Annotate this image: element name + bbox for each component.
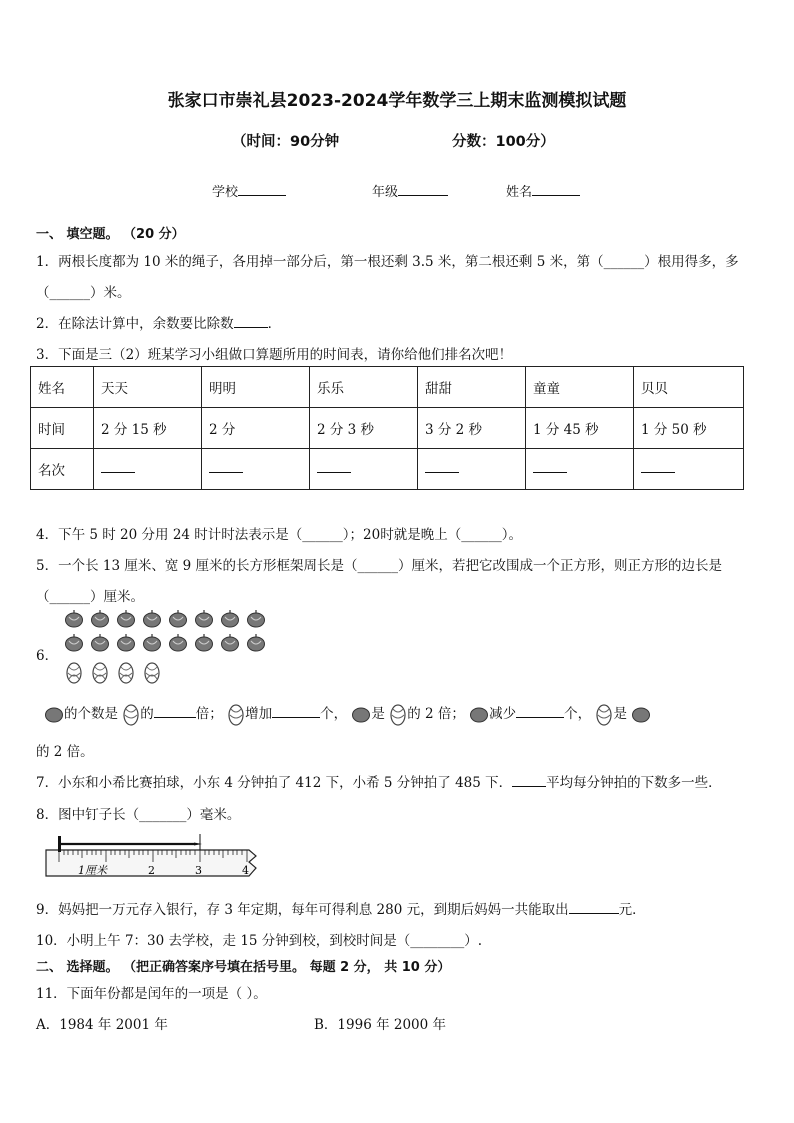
garlic-row-2: [66, 634, 265, 651]
q6-text: 增加: [245, 706, 273, 722]
ranking-table: [30, 366, 744, 490]
question-7: [36, 771, 722, 791]
yarn-icon: [595, 704, 613, 726]
table-cell: 甜甜: [418, 367, 526, 408]
question-8: 8．图中钉子长（_______）毫米。: [36, 807, 241, 823]
name-label: 姓名: [506, 185, 533, 200]
q6-blank-3[interactable]: [516, 705, 564, 718]
question-6-line1: [44, 702, 651, 726]
section2-title: 二、 选择题。 （把正确答案序号填在括号里。 每题 2 分， 共 10 分）: [36, 960, 451, 975]
table-row: [31, 449, 744, 490]
option-a[interactable]: A．1984 年 2001 年: [36, 1017, 168, 1033]
question-4: 4．下午 5 时 20 分用 24 时计时法表示是（______）；20时就是晚上（______）。: [36, 527, 522, 543]
yarn-row: [67, 663, 159, 683]
table-cell: 天天: [94, 367, 202, 408]
nail-tip: [194, 843, 202, 846]
table-cell: 2 分: [202, 408, 310, 449]
rank-answer-cell[interactable]: [634, 449, 744, 490]
q6-text: 的 2 倍；: [407, 706, 465, 722]
page-title: 张家口市崇礼县2023-2024学年数学三上期末监测模拟试题: [167, 91, 627, 111]
ruler-label-3: 3: [195, 864, 202, 877]
question-10: 10．小明上午 7：30 去学校，走 15 分钟到校，到校时间是（________）.: [36, 933, 483, 949]
school-label: 学校: [212, 185, 239, 200]
question-7-text: 7．小东和小希比赛拍球，小东 4 分钟拍了 412 下，小希 5 分钟拍了 485 下．: [36, 775, 513, 791]
q6-blank-1[interactable]: [154, 705, 196, 718]
q6-text: 个，: [564, 706, 592, 722]
garlic-icon: [631, 706, 651, 724]
question-2-text: 2．在除法计算中，余数要比除数: [36, 316, 234, 332]
q6-blank-2[interactable]: [272, 705, 320, 718]
table-cell: 明明: [202, 367, 310, 408]
question-9-text: 9．妈妈把一万元存入银行，存 3 年定期，每年可得利息 280 元，到期后妈妈一共能取出: [36, 902, 569, 918]
grade-field: [372, 181, 448, 200]
exam-time: （时间：90分钟: [232, 134, 340, 150]
exam-score: 分数：100分）: [452, 134, 555, 150]
table-cell: 贝贝: [634, 367, 744, 408]
question-9-end: 元．: [618, 902, 646, 918]
question-5-line2: （______）厘米。: [36, 589, 144, 605]
grade-label: 年级: [372, 185, 399, 200]
ruler-label-1: 1厘米: [78, 864, 107, 877]
q6-text: 减少: [489, 706, 517, 722]
table-cell: 时间: [31, 408, 94, 449]
option-b[interactable]: B．1996 年 2000 年: [314, 1017, 447, 1033]
q6-text: 的: [140, 706, 154, 722]
table-cell: 2 分 15 秒: [94, 408, 202, 449]
rank-answer-cell[interactable]: [526, 449, 634, 490]
yarn-icon: [122, 704, 140, 726]
question-6-number: 6．: [36, 648, 59, 664]
name-blank[interactable]: [532, 183, 580, 196]
garlic-icon: [469, 706, 489, 724]
question-2: [36, 312, 281, 332]
question-9-blank[interactable]: [569, 901, 619, 914]
name-field: [506, 181, 580, 200]
question-2-end: ．: [267, 316, 282, 332]
garlic-and-yarn-picture: [62, 608, 272, 688]
table-cell: 名次: [31, 449, 94, 490]
question-1-line1: 1．两根长度都为 10 米的绳子，各用掉一部分后，第一根还剩 3.5 米，第二根还剩 5 米，第（______）根用得多，多: [36, 254, 739, 270]
school-field: [212, 181, 286, 200]
question-2-blank[interactable]: [234, 315, 268, 328]
grade-blank[interactable]: [398, 183, 448, 196]
section1-title: 一、 填空题。 （20 分）: [36, 227, 185, 242]
ruler-label-2: 2: [148, 864, 155, 877]
q6-text: 的个数是: [64, 706, 118, 722]
yarn-icon: [227, 704, 245, 726]
question-7-blank[interactable]: [512, 774, 546, 787]
garlic-icon: [351, 706, 371, 724]
yarn-icon: [389, 704, 407, 726]
question-9: [36, 898, 646, 918]
nail-head: [58, 836, 61, 852]
ruler-with-nail: [44, 830, 260, 882]
garlic-icon: [44, 706, 64, 724]
table-cell: 姓名: [31, 367, 94, 408]
rank-answer-cell[interactable]: [202, 449, 310, 490]
table-cell: 2 分 3 秒: [310, 408, 418, 449]
rank-answer-cell[interactable]: [310, 449, 418, 490]
q6-text: 倍；: [195, 706, 223, 722]
table-row: [31, 367, 744, 408]
school-blank[interactable]: [238, 183, 286, 196]
question-6-line2: 的 2 倍。: [36, 744, 94, 760]
table-cell: 3 分 2 秒: [418, 408, 526, 449]
table-cell: 童童: [526, 367, 634, 408]
rank-answer-cell[interactable]: [94, 449, 202, 490]
question-7-end: 平均每分钟拍的下数多一些．: [546, 775, 722, 791]
ruler-label-4: 4: [242, 864, 249, 877]
question-1-line2: （______）米。: [36, 285, 131, 301]
question-11: 11．下面年份都是闰年的一项是（ ）。: [36, 986, 267, 1002]
table-cell: 乐乐: [310, 367, 418, 408]
q6-text: 是: [371, 706, 385, 722]
table-cell: 1 分 50 秒: [634, 408, 744, 449]
q6-text: 是: [613, 706, 627, 722]
rank-answer-cell[interactable]: [418, 449, 526, 490]
question-3: 3．下面是三（2）班某学习小组做口算题所用的时间表，请你给他们排名次吧！: [36, 347, 513, 363]
garlic-row-1: [66, 610, 265, 627]
table-row: [31, 408, 744, 449]
q6-text: 个，: [320, 706, 348, 722]
question-5-line1: 5．一个长 13 厘米、宽 9 厘米的长方形框架周长是（______）厘米，若把它改围成一个正方形，则正方形的边长是: [36, 558, 723, 574]
table-cell: 1 分 45 秒: [526, 408, 634, 449]
